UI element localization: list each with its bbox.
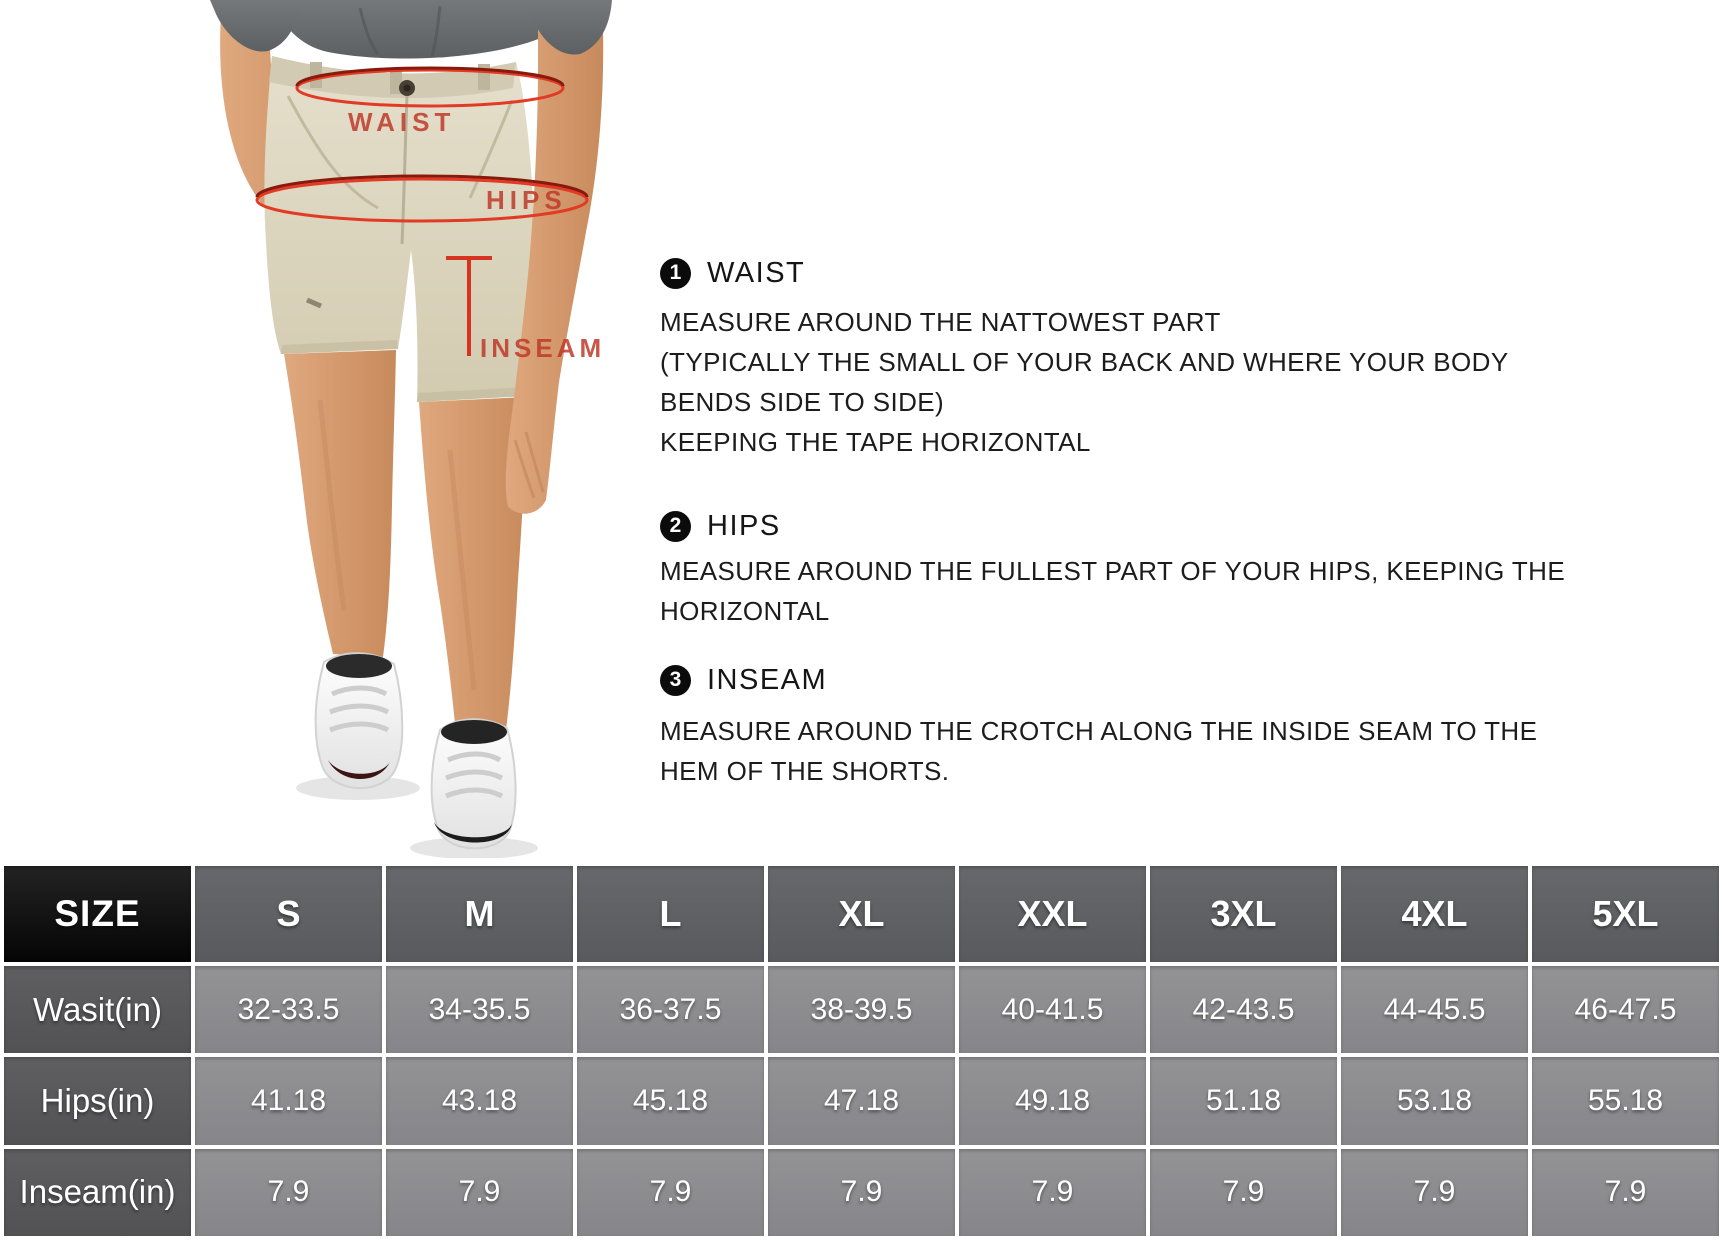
size-chart-corner-cell: SIZE [4, 866, 191, 962]
waist-value: 34-35.5 [386, 966, 573, 1053]
hips-value: 43.18 [386, 1057, 573, 1144]
waist-value: 38-39.5 [768, 966, 955, 1053]
waist-value: 32-33.5 [195, 966, 382, 1053]
instruction-line: MEASURE AROUND THE CROTCH ALONG THE INSIDE SEAM TO THE [660, 716, 1538, 746]
bullet-3: 3 [660, 665, 691, 696]
model-illustration [60, 0, 700, 858]
hips-value: 53.18 [1341, 1057, 1528, 1144]
inseam-value: 7.9 [386, 1149, 573, 1236]
inseam-heading [660, 663, 1560, 697]
row-label-inseam: Inseam(in) [4, 1149, 191, 1236]
inseam-value: 7.9 [195, 1149, 382, 1236]
inseam-value: 7.9 [1532, 1149, 1719, 1236]
model-photo [60, 0, 700, 858]
waist-value: 46-47.5 [1532, 966, 1719, 1053]
instruction-line: (TYPICALLY THE SMALL OF YOUR BACK AND WHERE YOUR BODY [660, 347, 1509, 377]
instruction-line: KEEPING THE TAPE HORIZONTAL [660, 427, 1091, 457]
bullet-1: 1 [660, 258, 691, 289]
inseam-value: 7.9 [768, 1149, 955, 1236]
instruction-section-waist [660, 256, 1560, 462]
hips-value: 51.18 [1150, 1057, 1337, 1144]
size-column-header: XL [768, 866, 955, 962]
waist-label: WAIST [348, 107, 456, 137]
size-column-header: M [386, 866, 573, 962]
inseam-label: INSEAM [480, 333, 606, 363]
hips-value: 45.18 [577, 1057, 764, 1144]
size-column-header: 5XL [1532, 866, 1719, 962]
size-column-header: S [195, 866, 382, 962]
size-column-header: 4XL [1341, 866, 1528, 962]
instruction-section-inseam [660, 663, 1560, 791]
waist-row [4, 966, 1719, 1053]
model-shirt [272, 0, 552, 59]
measure-instructions [660, 240, 1566, 791]
inseam-title: INSEAM [707, 663, 828, 696]
inseam-value: 7.9 [1150, 1149, 1337, 1236]
size-chart-table [0, 862, 1723, 1240]
hips-row [4, 1057, 1719, 1144]
waist-value: 40-41.5 [959, 966, 1146, 1053]
waist-heading [660, 256, 1560, 290]
instruction-line: HEM OF THE SHORTS. [660, 756, 950, 786]
instruction-section-hips [660, 509, 1566, 631]
hips-value: 47.18 [768, 1057, 955, 1144]
size-column-header: L [577, 866, 764, 962]
hips-title: HIPS [707, 509, 781, 542]
instruction-line: HORIZONTAL [660, 596, 830, 626]
hips-value: 49.18 [959, 1057, 1146, 1144]
inseam-value: 7.9 [1341, 1149, 1528, 1236]
hips-instructions-text [660, 551, 1566, 631]
instruction-line: MEASURE AROUND THE FULLEST PART OF YOUR HIPS, KEEPING THE [660, 556, 1566, 586]
waist-instructions-text [660, 302, 1560, 462]
hips-heading [660, 509, 1560, 543]
instruction-line: BENDS SIDE TO SIDE) [660, 387, 945, 417]
left-shoe-collar [326, 654, 392, 678]
waist-title: WAIST [707, 256, 806, 289]
hips-value: 55.18 [1532, 1057, 1719, 1144]
inseam-value: 7.9 [959, 1149, 1146, 1236]
waist-value: 44-45.5 [1341, 966, 1528, 1053]
hips-value: 41.18 [195, 1057, 382, 1144]
model-left-leg [284, 350, 396, 657]
inseam-value: 7.9 [577, 1149, 764, 1236]
instruction-line: MEASURE AROUND THE NATTOWEST PART [660, 307, 1221, 337]
right-shoe-collar [441, 720, 507, 744]
inseam-instructions-text [660, 711, 1560, 791]
waist-value: 36-37.5 [577, 966, 764, 1053]
row-label-hips: Hips(in) [4, 1057, 191, 1144]
waist-value: 42-43.5 [1150, 966, 1337, 1053]
hips-label: HIPS [486, 185, 567, 215]
inseam-row [4, 1149, 1719, 1236]
size-column-header: 3XL [1150, 866, 1337, 962]
bullet-2: 2 [660, 511, 691, 542]
row-label-waist: Wasit(in) [4, 966, 191, 1053]
size-chart-header-row [4, 866, 1719, 962]
size-column-header: XXL [959, 866, 1146, 962]
